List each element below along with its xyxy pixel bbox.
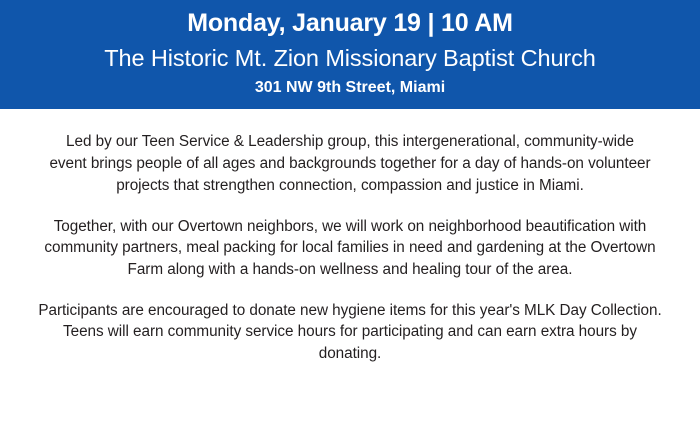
event-description [0, 109, 700, 422]
description-paragraph: Together, with our Overtown neighbors, we will work on neighborhood beautification with community partners, meal packing for local families in need and gardening at the Overtown Farm along with a hands-on wellness and healing tour of the area. [44, 217, 656, 278]
description-paragraph: Led by our Teen Service & Leadership group, this intergenerational, community-wide event brings people of all ages and backgrounds together for a day of hands-on volunteer projects that strengthen connection, compassion and justice in Miami. [49, 133, 651, 194]
event-address: 301 NW 9th Street, Miami [254, 79, 446, 97]
event-header-banner [0, 0, 700, 109]
event-date-time: Monday, January 19 | 10 AM [187, 9, 513, 37]
description-paragraph: Participants are encouraged to donate new hygiene items for this year's MLK Day Collection. Teens will earn community service hours for participating and can earn extra hours by donating. [38, 301, 662, 363]
event-venue-name: The Historic Mt. Zion Missionary Baptist Church [104, 44, 596, 71]
